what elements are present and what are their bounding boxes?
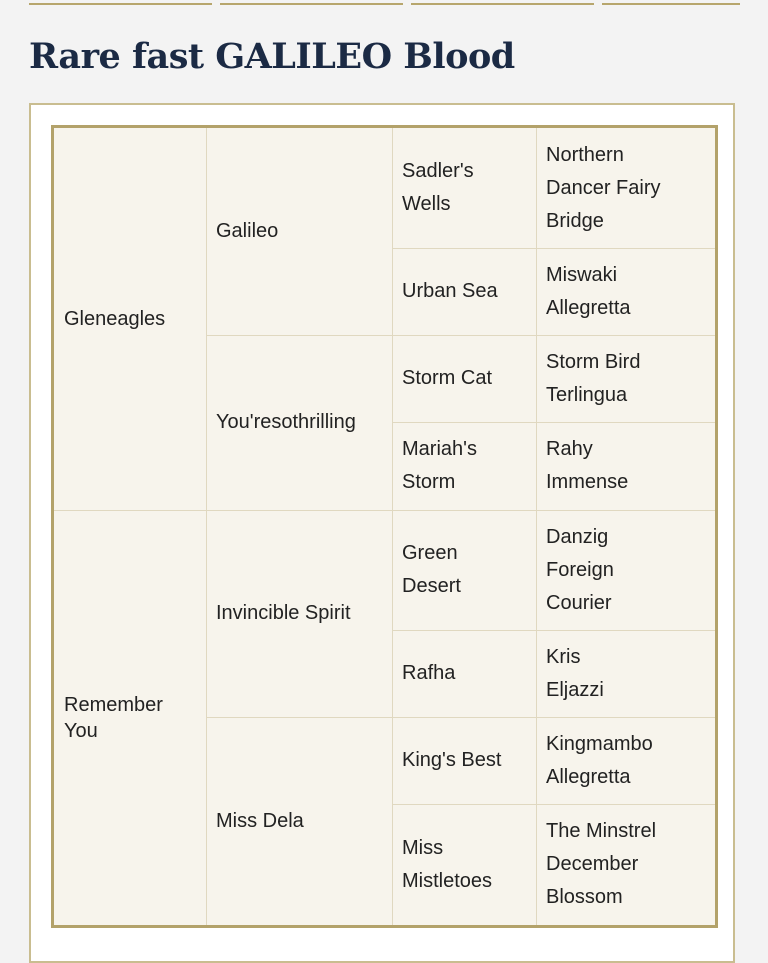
pedigree-grandsire-2: Storm Cat: [402, 367, 493, 389]
tab-4[interactable]: [602, 0, 740, 5]
tab-2[interactable]: [220, 0, 403, 5]
pedigree-granddam-2: Mariah's Storm: [402, 438, 477, 493]
page-title: Rare fast GALILEO Blood: [29, 36, 515, 77]
pedigree-granddam-4: Miss Mistletoes: [402, 836, 493, 892]
pedigree-ancestors-1: Northern Dancer Fairy Bridge: [546, 143, 661, 232]
pedigree-table: [51, 125, 718, 928]
pedigree-ancestors-4: Rahy Immense: [546, 438, 629, 493]
pedigree-sire: Gleneagles: [64, 307, 166, 330]
pedigree-ancestors-5: Danzig Foreign Courier: [546, 525, 614, 614]
pedigree-sire-dam: You'resothrilling: [216, 411, 356, 433]
pedigree-grandsire-4: King's Best: [402, 749, 502, 771]
pedigree-grandsire-3: Green Desert: [402, 542, 461, 597]
pedigree-ancestors-2: Miswaki Allegretta: [546, 263, 631, 319]
pedigree-ancestors-7: Kingmambo Allegretta: [546, 732, 653, 788]
pedigree-dam-sire: Invincible Spirit: [216, 602, 351, 624]
tab-3[interactable]: [411, 0, 594, 5]
pedigree-ancestors-3: Storm Bird Terlingua: [546, 350, 641, 406]
pedigree-ancestors-8: The Minstrel December Blossom: [546, 820, 657, 908]
pedigree-dam-dam: Miss Dela: [216, 809, 304, 832]
pedigree-granddam-1: Urban Sea: [402, 280, 498, 302]
pedigree-sire-sire: Galileo: [216, 220, 279, 242]
tab-1[interactable]: [29, 0, 212, 5]
pedigree-ancestors-6: Kris Eljazzi: [546, 645, 604, 701]
pedigree-granddam-3: Rafha: [402, 662, 456, 684]
pedigree-grandsire-1: Sadler's Wells: [402, 160, 474, 215]
pedigree-dam: Remember You: [64, 693, 163, 742]
top-tab-bar: [0, 0, 768, 6]
